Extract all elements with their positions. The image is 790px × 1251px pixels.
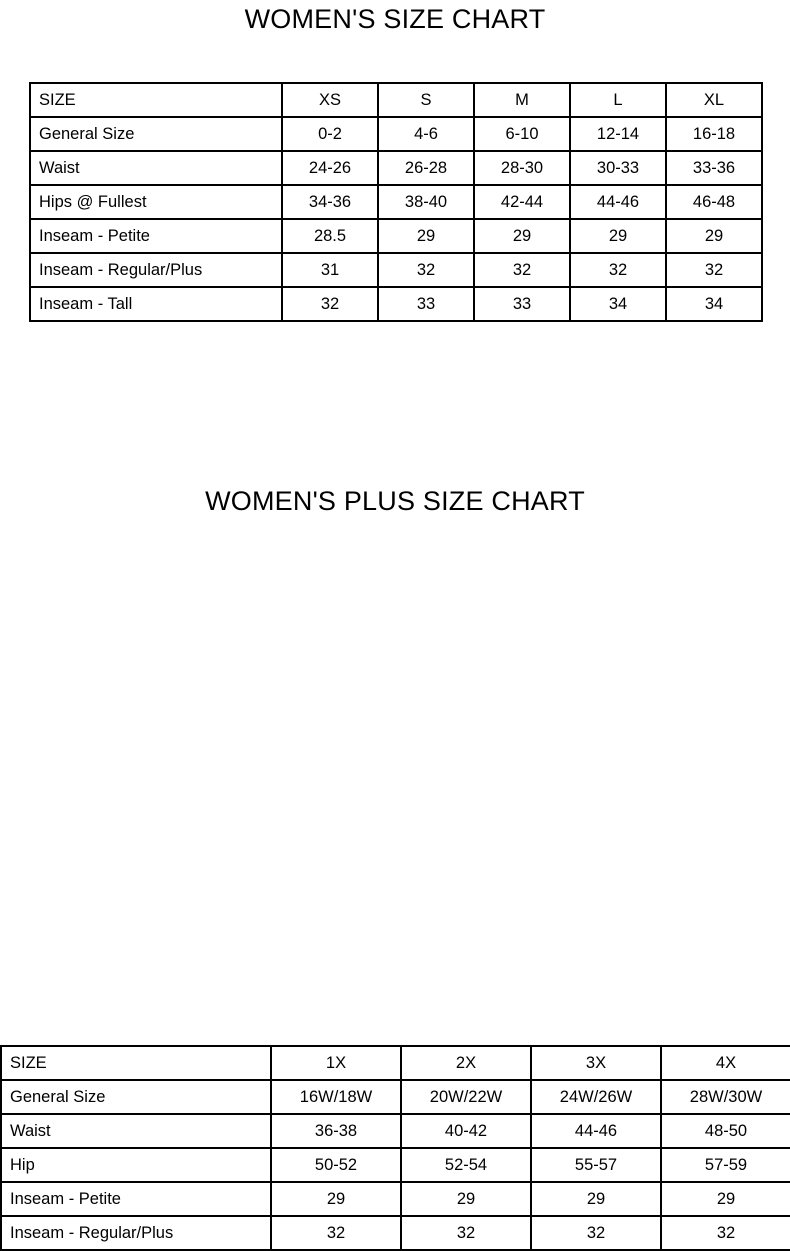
table-row (30, 219, 762, 253)
table-row (1, 1080, 790, 1114)
table-row (30, 117, 762, 151)
cell-value: 40-42 (401, 1114, 531, 1148)
column-header-4x: 4X (661, 1046, 790, 1080)
cell-value: 42-44 (474, 185, 570, 219)
cell-value: 24W/26W (531, 1080, 661, 1114)
column-header-s: S (378, 83, 474, 117)
column-header-xl: XL (666, 83, 762, 117)
cell-value: 30-33 (570, 151, 666, 185)
cell-value: 24-26 (282, 151, 378, 185)
cell-value: 33 (474, 287, 570, 321)
column-header-size: SIZE (1, 1046, 271, 1080)
column-header-xs: XS (282, 83, 378, 117)
table-row (30, 287, 762, 321)
cell-value: 29 (570, 219, 666, 253)
column-header-l: L (570, 83, 666, 117)
cell-value: 32 (570, 253, 666, 287)
cell-value: 50-52 (271, 1148, 401, 1182)
row-label: Inseam - Regular/Plus (1, 1216, 271, 1250)
cell-value: 29 (401, 1182, 531, 1216)
cell-value: 29 (661, 1182, 790, 1216)
cell-value: 32 (531, 1216, 661, 1250)
row-label: Hips @ Fullest (30, 185, 282, 219)
cell-value: 55-57 (531, 1148, 661, 1182)
column-header-3x: 3X (531, 1046, 661, 1080)
column-header-size: SIZE (30, 83, 282, 117)
womens-plus-size-table (0, 1045, 790, 1251)
cell-value: 52-54 (401, 1148, 531, 1182)
cell-value: 28-30 (474, 151, 570, 185)
cell-value: 29 (474, 219, 570, 253)
table-row (30, 185, 762, 219)
table-row (1, 1216, 790, 1250)
cell-value: 16-18 (666, 117, 762, 151)
table-row (30, 151, 762, 185)
cell-value: 46-48 (666, 185, 762, 219)
cell-value: 29 (378, 219, 474, 253)
cell-value: 34 (570, 287, 666, 321)
cell-value: 33-36 (666, 151, 762, 185)
cell-value: 6-10 (474, 117, 570, 151)
cell-value: 29 (531, 1182, 661, 1216)
cell-value: 20W/22W (401, 1080, 531, 1114)
cell-value: 44-46 (570, 185, 666, 219)
cell-value: 34-36 (282, 185, 378, 219)
cell-value: 57-59 (661, 1148, 790, 1182)
page-title: WOMEN'S SIZE CHART (244, 4, 546, 34)
table-row (1, 1148, 790, 1182)
row-label: General Size (30, 117, 282, 151)
cell-value: 28.5 (282, 219, 378, 253)
table-header-row (30, 83, 762, 117)
row-label: Inseam - Petite (1, 1182, 271, 1216)
cell-value: 16W/18W (271, 1080, 401, 1114)
cell-value: 32 (271, 1216, 401, 1250)
cell-value: 26-28 (378, 151, 474, 185)
row-label: Waist (1, 1114, 271, 1148)
row-label: Waist (30, 151, 282, 185)
womens-size-chart-block (0, 0, 790, 313)
row-label: General Size (1, 1080, 271, 1114)
cell-value: 31 (282, 253, 378, 287)
womens-size-table (29, 82, 763, 322)
row-label: Inseam - Petite (30, 219, 282, 253)
table-row (1, 1114, 790, 1148)
cell-value: 32 (661, 1216, 790, 1250)
cell-value: 29 (666, 219, 762, 253)
table-row (30, 253, 762, 287)
table-header-row (1, 1046, 790, 1080)
cell-value: 0-2 (282, 117, 378, 151)
cell-value: 34 (666, 287, 762, 321)
table-row (1, 1182, 790, 1216)
cell-value: 32 (378, 253, 474, 287)
cell-value: 32 (474, 253, 570, 287)
cell-value: 32 (401, 1216, 531, 1250)
cell-value: 36-38 (271, 1114, 401, 1148)
cell-value: 38-40 (378, 185, 474, 219)
section-title: WOMEN'S PLUS SIZE CHART (205, 486, 585, 516)
cell-value: 28W/30W (661, 1080, 790, 1114)
cell-value: 4-6 (378, 117, 474, 151)
column-header-m: M (474, 83, 570, 117)
cell-value: 48-50 (661, 1114, 790, 1148)
column-header-2x: 2X (401, 1046, 531, 1080)
row-label: Inseam - Tall (30, 287, 282, 321)
cell-value: 33 (378, 287, 474, 321)
cell-value: 29 (271, 1182, 401, 1216)
cell-value: 32 (666, 253, 762, 287)
womens-plus-size-chart-block (0, 470, 790, 1242)
column-header-1x: 1X (271, 1046, 401, 1080)
cell-value: 12-14 (570, 117, 666, 151)
cell-value: 32 (282, 287, 378, 321)
cell-value: 44-46 (531, 1114, 661, 1148)
row-label: Hip (1, 1148, 271, 1182)
row-label: Inseam - Regular/Plus (30, 253, 282, 287)
